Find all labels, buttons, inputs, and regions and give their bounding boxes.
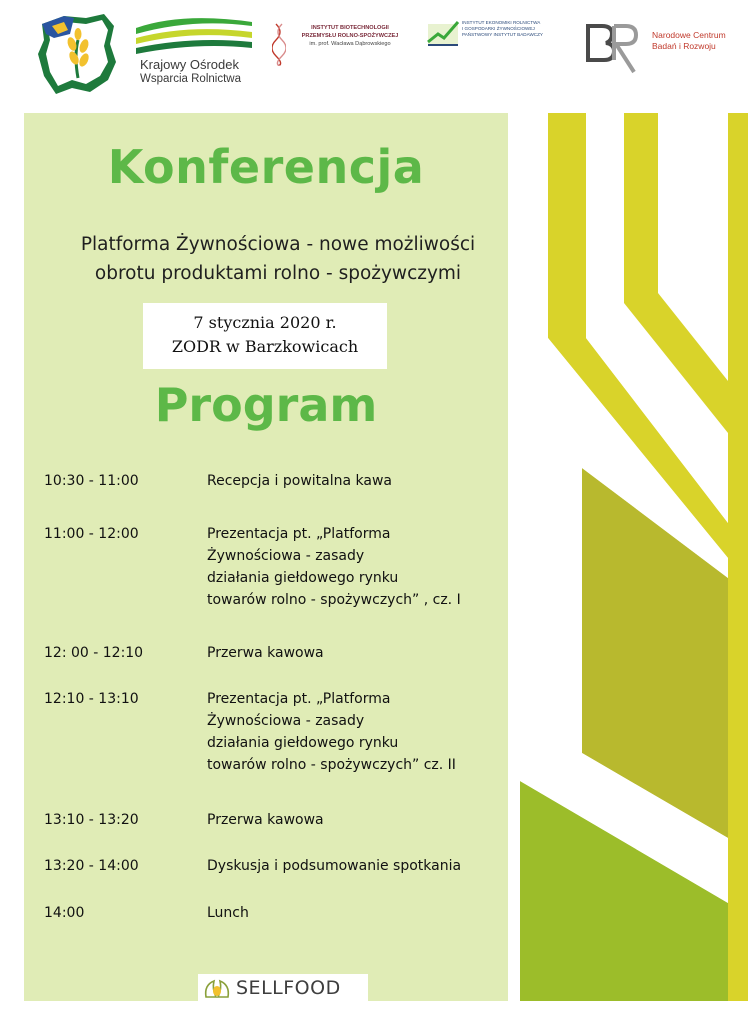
agenda-line: Lunch <box>207 905 249 921</box>
ncbr-logo <box>584 16 748 76</box>
agenda-line: towarów rolno - spożywczych” , cz. I <box>207 592 461 608</box>
ierigz-name-line3: PAŃSTWOWY INSTYTUT BADAWCZY <box>462 32 543 38</box>
ierigz-logo <box>426 18 576 54</box>
agenda-description <box>207 809 512 831</box>
agenda-time: 10:30 - 11:00 <box>44 473 139 489</box>
agenda-time: 14:00 <box>44 905 85 921</box>
agenda-line: działania giełdowego rynku <box>207 735 399 751</box>
ierigz-chart-icon <box>426 18 460 48</box>
agenda-line: Żywnościowa - zasady <box>207 713 365 729</box>
conference-subtitle <box>24 230 532 288</box>
agenda-description <box>207 855 512 877</box>
ibprs-logo <box>272 22 412 66</box>
agenda-description <box>207 523 512 611</box>
ibprs-name-line1: INSTYTUT BIOTECHNOLOGII <box>311 25 389 31</box>
kowr-name-line2: Wsparcia Rolnictwa <box>140 73 241 85</box>
agenda-line: Prezentacja pt. „Platforma <box>207 526 391 542</box>
agenda-time: 13:10 - 13:20 <box>44 812 139 828</box>
agenda-line: Prezentacja pt. „Platforma <box>207 691 391 707</box>
subtitle-line-2: obrotu produktami rolno - spożywczymi <box>94 263 462 284</box>
ncbr-br-monogram-icon <box>584 16 648 76</box>
logo-strip <box>0 0 748 100</box>
sellfood-footer <box>198 974 368 1004</box>
agenda-description <box>207 688 512 776</box>
agenda-time: 12:10 - 13:10 <box>44 691 139 707</box>
agenda-line: działania giełdowego rynku <box>207 570 399 586</box>
agenda-time: 12: 00 - 12:10 <box>44 645 144 661</box>
agenda-time: 11:00 - 12:00 <box>44 526 139 542</box>
agenda-time: 13:20 - 14:00 <box>44 858 139 874</box>
subtitle-line-1: Platforma Żywnościowa - nowe możliwości <box>80 234 476 255</box>
ierigz-name-line2: I GOSPODARKI ŻYWNOŚCIOWEJ <box>462 26 535 32</box>
agenda-line: towarów rolno - spożywczych” cz. II <box>207 757 456 773</box>
ibprs-name-line3: im. prof. Wacława Dąbrowskiego <box>309 41 391 47</box>
agenda-line: Dyskusja i podsumowanie spotkania <box>207 858 462 874</box>
agenda-line: Przerwa kawowa <box>207 812 324 828</box>
ncbr-name-line2: Badań i Rozwoju <box>652 41 716 51</box>
kowr-logo <box>132 14 260 94</box>
event-date: 7 stycznia 2020 r. <box>193 313 337 332</box>
ibprs-name-line2: PRZEMYSŁU ROLNO-SPOŻYWCZEJ <box>301 33 399 39</box>
conference-title: Konferencja <box>107 140 425 194</box>
agenda-line: Przerwa kawowa <box>207 645 324 661</box>
kowr-name-line1: Krajowy Ośrodek <box>140 57 239 72</box>
dna-helix-icon <box>272 22 286 66</box>
ncbr-name-line1: Narodowe Centrum <box>652 30 726 40</box>
agenda-line: Żywnościowa - zasady <box>207 548 365 564</box>
agenda-description <box>207 642 512 664</box>
agenda-description <box>207 902 512 924</box>
ierigz-name-line1: INSTYTUT EKONOMIKI ROLNICTWA <box>462 20 541 25</box>
sellfood-leaf-icon <box>202 977 232 1001</box>
wheat-map-icon <box>34 10 118 96</box>
sellfood-brand: SELLFOOD <box>236 977 341 999</box>
event-venue: ZODR w Barzkowicach <box>171 337 359 356</box>
program-heading: Program <box>154 378 378 432</box>
kowr-swoosh-icon <box>132 14 260 56</box>
stripe-white-left <box>520 113 548 338</box>
regional-map-logo <box>34 10 118 96</box>
decorative-stripes <box>520 113 748 1001</box>
agenda-line: Recepcja i powitalna kawa <box>207 473 392 489</box>
date-venue-box <box>143 303 387 369</box>
agenda-description <box>207 470 512 492</box>
